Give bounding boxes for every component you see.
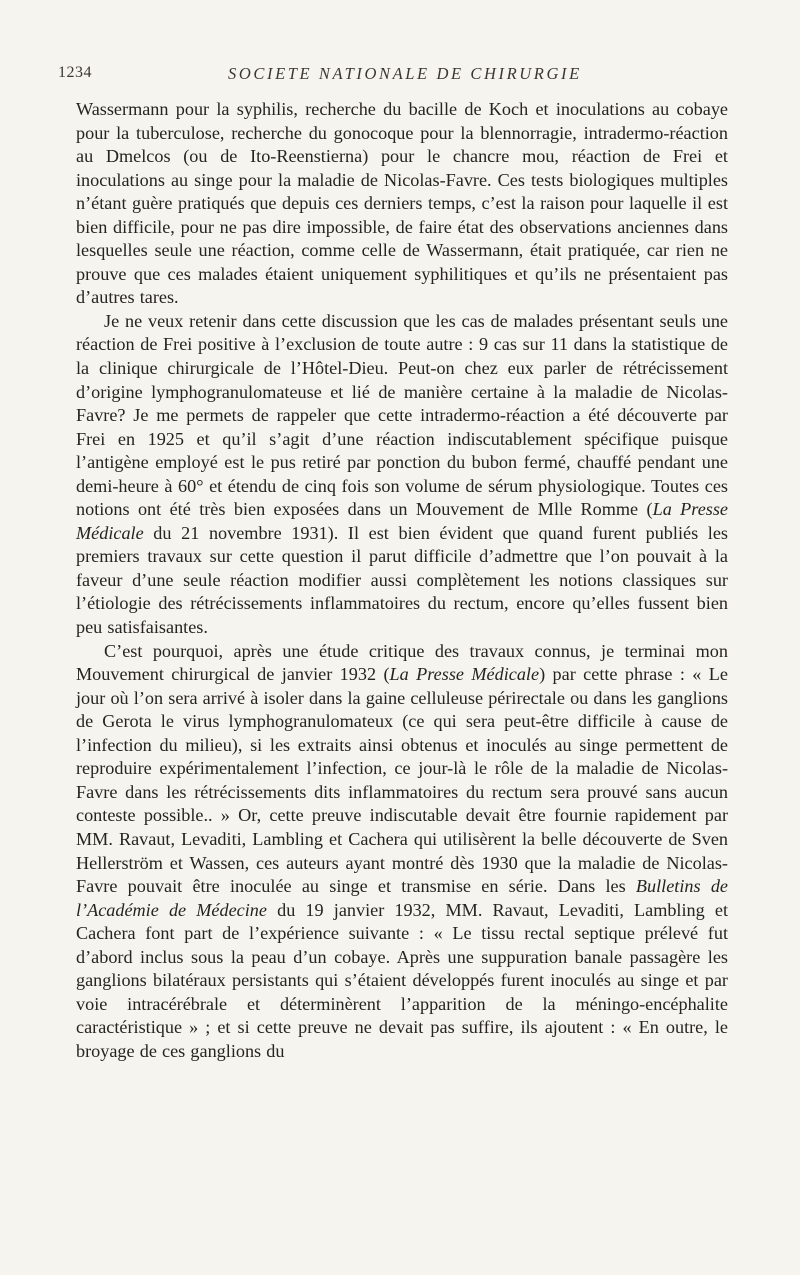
paragraph-3: [76, 640, 728, 1064]
text-run: Je ne veux retenir dans cette discussion que les cas de malades présentant seuls une réaction de Frei positive à l’exclusion de toute autre : 9 cas sur 11 dans la statistique de la clinique chirurgicale de l’Hôtel-Dieu. Peut-on chez eux parler de rétrécissement d’origine lymphogranulomateuse et lié de manière certaine à la maladie de Nicolas-Favre? Je me permets de rappeler que cette intradermo-réaction a été découverte par Frei en 1925 et qu’il s’agit d’une réaction indiscutablement spécifique puisque l’antigène employé est le pus retiré par ponction du bubon fermé, chauffé pendant une demi-heure à 60° et étendu de cinq fois son volume de sérum physiologique. Toutes ces notions ont été très bien exposées dans un Mouvement de Mlle Romme (: [76, 310, 728, 520]
text-run: du 21 novembre 1931). Il est bien évident que quand furent publiés les premiers travaux sur cette question il parut difficile d’admettre que l’on pouvait à la faveur d’une seule réaction modifier aussi complètement les notions classiques sur l’étiologie des rétrécissements inflammatoires du rectum, encore qu’elles fussent bien peu satisfaisantes.: [76, 522, 728, 638]
paragraph-1: [76, 98, 728, 310]
italic-title-run: La Presse Médicale: [389, 664, 540, 685]
italic-title-run: La Presse Médicale: [76, 499, 728, 543]
page-number: 1234: [58, 64, 92, 81]
text-run: ) par cette phrase : « Le jour où l’on sera arrivé à isoler dans la gaine celluleuse périrectale ou dans les ganglions de Gerota le virus lymphogranulomateux (ce qui sera peut-être difficile à cause de l’infection du milieu), si les extraits ainsi obtenus et inoculés au singe permettent de reproduire expérimentalement l’infection, ce jour-là le rôle de la maladie de Nicolas-Favre dans les rétrécissements dits inflammatoires du rectum sera prouvé sans aucun conteste possible.. » Or, cette preuve indiscutable devait être fournie rapidement par MM. Ravaut, Levaditi, Lambling et Cachera qui utilisèrent la belle découverte de Sven Hellerström et Wassen, ces auteurs ayant montré dès 1930 que la maladie de Nicolas-Favre pouvait être inoculée au singe et transmise en série. Dans les: [76, 664, 728, 897]
italic-title-run: Bulletins de l’Académie de Médecine: [76, 876, 728, 920]
paragraph-2: [76, 310, 728, 640]
text-run: C’est pourquoi, après une étude critique des travaux connus, je terminai mon Mouvement chirurgical de janvier 1932 (: [76, 640, 728, 685]
body-text: [76, 98, 728, 1063]
text-run: du 19 janvier 1932, MM. Ravaut, Levaditi, Lambling et Cachera font part de l’expérience suivante : « Le tissu rectal septique prélevé fut d’abord inclus sous la peau d’un cobaye. Après une suppuration banale passagère les ganglions bilatéraux persistants qui s’étaient développés furent inoculés au singe et par voie intracérébrale et déterminèrent l’apparition de la méningo-encéphalite caractéristique » ; et si cette preuve ne devait pas suffire, ils ajoutent : « En outre, le broyage de ces ganglions du: [76, 899, 728, 1061]
running-title: SOCIETE NATIONALE DE CHIRURGIE: [228, 64, 582, 83]
text-run: Wassermann pour la syphilis, recherche du bacille de Koch et inoculations au cobaye pour la tuberculose, recherche du gonocoque pour la blennorragie, intradermo-réaction au Dmelcos (ou de Ito-Reenstierna) pour le chancre mou, réaction de Frei et inoculations au singe pour la maladie de Nicolas-Favre. Ces tests biologiques multiples n’étant guère pratiqués que depuis ces derniers temps, c’est la raison pour laquelle il est bien difficile, pour ne pas dire impossible, de faire état des observations anciennes dans lesquelles seule une réaction, comme celle de Wassermann, était pratiquée, car rien ne prouve que ces malades étaient uniquement syphilitiques et qu’ils ne présentaient pas d’autres tares.: [76, 99, 728, 308]
page-header: [58, 64, 730, 88]
